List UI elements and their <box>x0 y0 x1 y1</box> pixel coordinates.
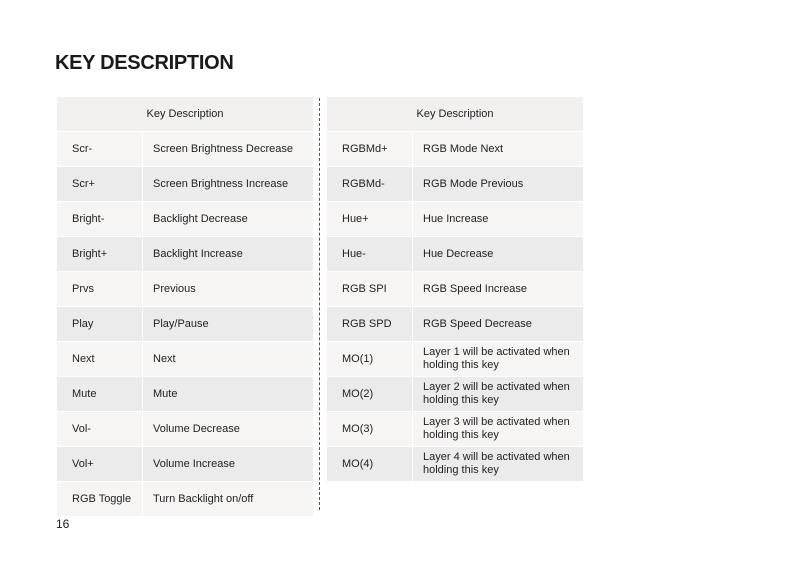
description-cell: Previous <box>142 272 313 307</box>
key-cell: MO(1) <box>327 342 412 377</box>
key-cell: Hue- <box>327 237 412 272</box>
key-cell: MO(4) <box>327 447 412 482</box>
table-row <box>57 307 313 342</box>
key-table-left <box>57 97 313 517</box>
description-cell: Layer 4 will be activated when holding this key <box>412 447 583 482</box>
description-cell: RGB Mode Previous <box>412 167 583 202</box>
description-cell: RGB Speed Increase <box>412 272 583 307</box>
table-row <box>57 342 313 377</box>
key-cell: MO(3) <box>327 412 412 447</box>
key-cell: Scr+ <box>57 167 142 202</box>
table-row <box>327 272 583 307</box>
table-row <box>57 167 313 202</box>
table-row <box>327 412 583 447</box>
description-cell: Mute <box>142 377 313 412</box>
key-cell: Prvs <box>57 272 142 307</box>
table-row <box>57 237 313 272</box>
description-cell: Layer 3 will be activated when holding this key <box>412 412 583 447</box>
table-row <box>57 377 313 412</box>
key-cell: Mute <box>57 377 142 412</box>
description-cell: Play/Pause <box>142 307 313 342</box>
table-row <box>327 132 583 167</box>
key-cell: Play <box>57 307 142 342</box>
table-row <box>327 202 583 237</box>
table-row <box>57 412 313 447</box>
table-row <box>327 237 583 272</box>
description-cell: Next <box>142 342 313 377</box>
table-row <box>327 342 583 377</box>
description-cell: Screen Brightness Increase <box>142 167 313 202</box>
page-number: 16 <box>56 517 70 531</box>
description-cell: Volume Decrease <box>142 412 313 447</box>
table-header: Key Description <box>327 97 583 132</box>
description-cell: Screen Brightness Decrease <box>142 132 313 167</box>
table-header: Key Description <box>57 97 313 132</box>
table-row <box>57 482 313 517</box>
key-table-right <box>327 97 583 482</box>
key-cell: RGB SPI <box>327 272 412 307</box>
dashed-divider <box>319 98 320 510</box>
table-row <box>327 167 583 202</box>
key-cell: Scr- <box>57 132 142 167</box>
key-cell: Next <box>57 342 142 377</box>
description-cell: Backlight Increase <box>142 237 313 272</box>
key-cell: Vol- <box>57 412 142 447</box>
table-row <box>57 447 313 482</box>
key-cell: RGBMd+ <box>327 132 412 167</box>
description-cell: Turn Backlight on/off <box>142 482 313 517</box>
key-cell: RGB SPD <box>327 307 412 342</box>
key-cell: RGB Toggle <box>57 482 142 517</box>
description-cell: Layer 2 will be activated when holding this key <box>412 377 583 412</box>
key-cell: Bright+ <box>57 237 142 272</box>
description-cell: Volume Increase <box>142 447 313 482</box>
page-title: KEY DESCRIPTION <box>55 52 234 74</box>
description-cell: Backlight Decrease <box>142 202 313 237</box>
description-cell: RGB Speed Decrease <box>412 307 583 342</box>
table-row <box>57 272 313 307</box>
key-cell: RGBMd- <box>327 167 412 202</box>
table-header-row <box>57 97 313 132</box>
description-cell: Layer 1 will be activated when holding this key <box>412 342 583 377</box>
table-row <box>57 202 313 237</box>
key-cell: Hue+ <box>327 202 412 237</box>
table-row <box>327 447 583 482</box>
key-cell: MO(2) <box>327 377 412 412</box>
description-cell: Hue Decrease <box>412 237 583 272</box>
table-row <box>327 307 583 342</box>
description-cell: RGB Mode Next <box>412 132 583 167</box>
table-row <box>327 377 583 412</box>
key-cell: Vol+ <box>57 447 142 482</box>
table-header-row <box>327 97 583 132</box>
key-cell: Bright- <box>57 202 142 237</box>
description-cell: Hue Increase <box>412 202 583 237</box>
table-row <box>57 132 313 167</box>
